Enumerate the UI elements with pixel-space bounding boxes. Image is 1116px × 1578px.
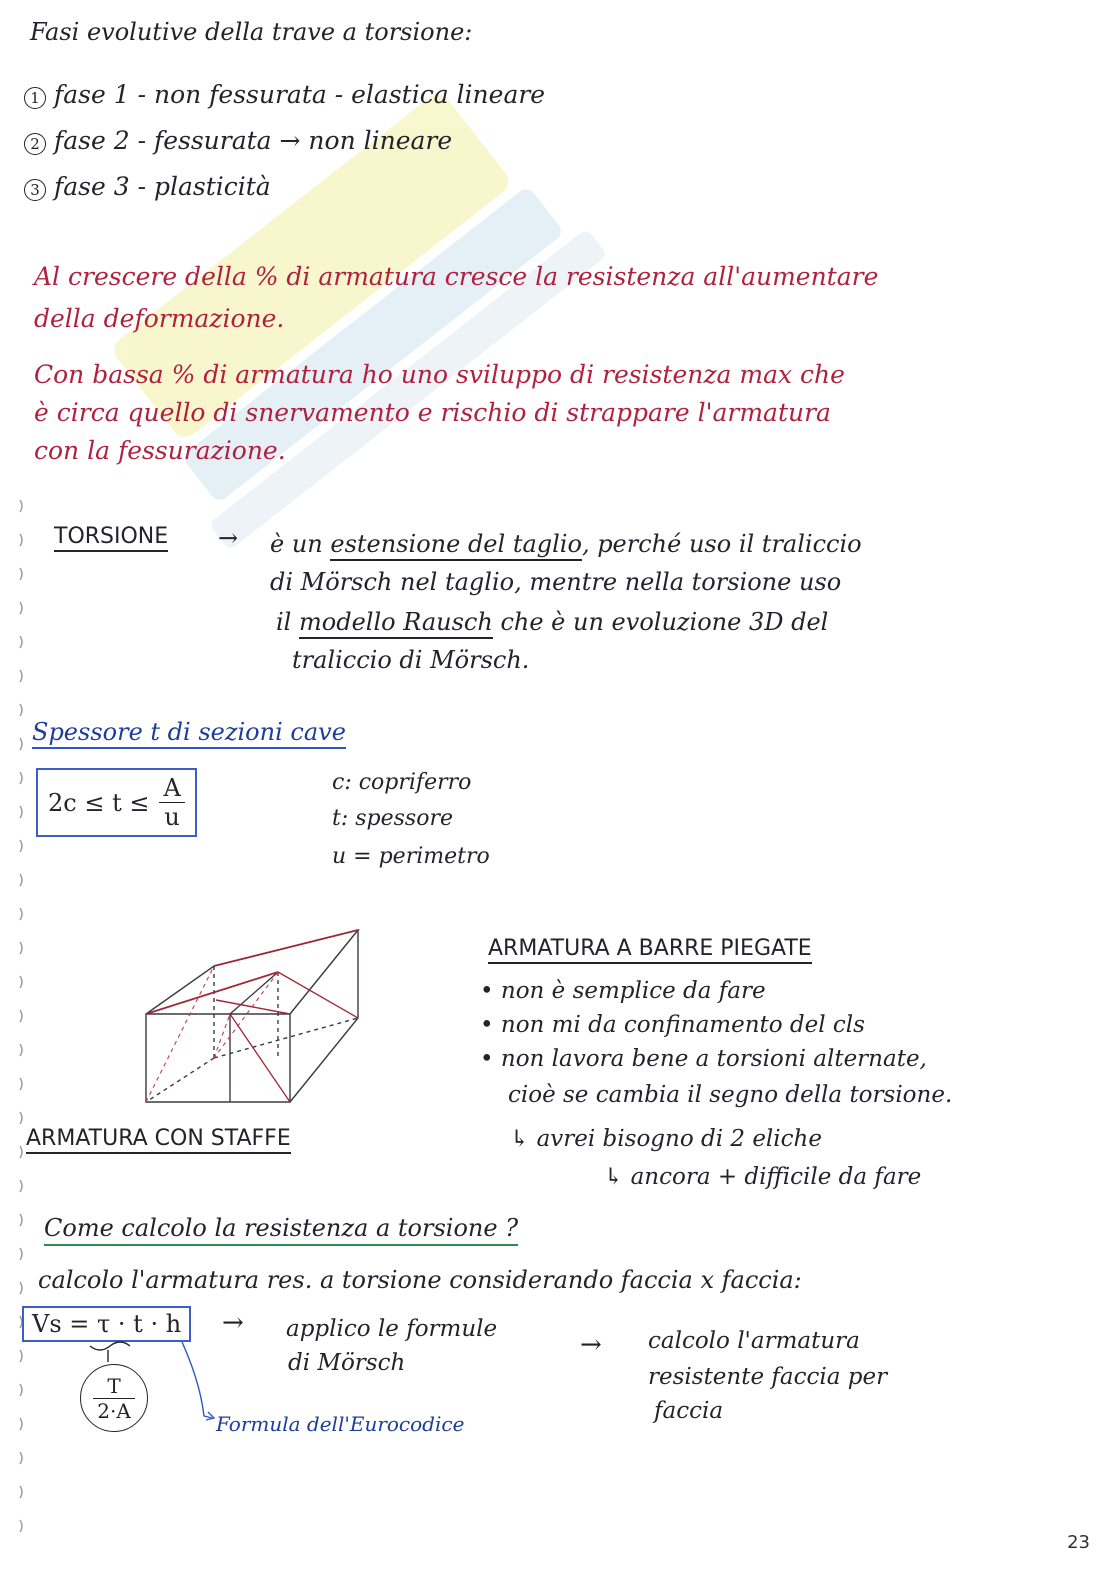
formula-fraction xyxy=(159,774,184,831)
barre-bullet: • non è semplice da fare xyxy=(480,978,766,1004)
torsione-line-4: traliccio di Mörsch. xyxy=(292,646,530,674)
phase-number-badge: 1 xyxy=(24,87,46,109)
phase-item-3 xyxy=(24,172,271,201)
barre-sub-note: ↳ avrei bisogno di 2 eliche xyxy=(510,1126,822,1152)
phase-item-1 xyxy=(24,80,545,109)
beam-diagram xyxy=(136,918,372,1110)
spessore-formula-box xyxy=(36,768,197,837)
fraction-denominator: u xyxy=(164,803,180,831)
barre-sub-note: ↳ ancora + difficile da fare xyxy=(604,1164,922,1190)
margin-marks xyxy=(14,500,34,1560)
red-note-line: con la fessurazione. xyxy=(34,436,286,465)
phase-text: fase 3 - plasticità xyxy=(54,172,271,201)
red-note-line: Al crescere della % di armatura cresce la resistenza all'aumentare xyxy=(34,262,879,291)
page-number: 23 xyxy=(1067,1532,1090,1553)
torsione-line-1 xyxy=(270,530,862,558)
barre-piegate-heading: ARMATURA A BARRE PIEGATE xyxy=(488,936,812,964)
calcolo-statement: calcolo l'armatura res. a torsione considerando faccia x faccia: xyxy=(38,1266,802,1294)
torsione-text: che è un evoluzione 3D del xyxy=(500,608,829,636)
barre-bullet-continuation: cioè se cambia il segno della torsione. xyxy=(508,1082,953,1108)
torsione-line-2: di Mörsch nel taglio, mentre nella torsione uso xyxy=(270,568,842,596)
phase-number-badge: 3 xyxy=(24,179,46,201)
barre-bullet: • non mi da confinamento del cls xyxy=(480,1012,865,1038)
vs-formula-box: Vs = τ · t · h xyxy=(22,1306,191,1342)
apply-line-2: di Mörsch xyxy=(288,1350,406,1376)
torsione-text: il xyxy=(276,608,292,636)
legend-perimetro: u = perimetro xyxy=(332,844,490,869)
torsione-arrow: → xyxy=(218,524,239,552)
curly-arrow-icon xyxy=(84,1336,224,1426)
legend-spessore: t: spessore xyxy=(332,806,453,831)
torsione-line-3 xyxy=(276,608,828,636)
red-note-line: è circa quello di snervamento e rischio di strappare l'armatura xyxy=(34,398,831,427)
fraction-numerator: A xyxy=(159,774,184,803)
result-line-3: faccia xyxy=(654,1398,724,1424)
formula-inequality: 2c ≤ t ≤ xyxy=(48,788,150,817)
torsione-text: è un xyxy=(270,530,323,558)
apply-arrow: → xyxy=(222,1308,244,1338)
red-note-line: Con bassa % di armatura ho uno sviluppo di resistenza max che xyxy=(34,360,845,389)
legend-copriferro: c: copriferro xyxy=(332,770,472,795)
torsione-text: , perché uso il traliccio xyxy=(581,530,862,558)
red-note-line: della deformazione. xyxy=(34,304,285,333)
phase-number-badge: 2 xyxy=(24,133,46,155)
spessore-heading: Spessore t di sezioni cave xyxy=(32,718,346,749)
apply-line-1: applico le formule xyxy=(286,1316,498,1342)
phase-text: fase 2 - fessurata → non lineare xyxy=(54,126,453,155)
calcolo-question: Come calcolo la resistenza a torsione ? xyxy=(44,1214,518,1246)
barre-bullet: • non lavora bene a torsioni alternate, xyxy=(480,1046,927,1072)
fraction-numerator: T xyxy=(93,1374,135,1399)
torsione-heading: TORSIONE xyxy=(54,524,168,552)
phase-text: fase 1 - non fessurata - elastica lineare xyxy=(54,80,546,109)
phase-item-2 xyxy=(24,126,452,155)
page-title: Fasi evolutive della trave a torsione: xyxy=(30,18,473,46)
result-arrow: → xyxy=(580,1330,602,1360)
result-line-1: calcolo l'armatura xyxy=(648,1328,860,1354)
torsione-underlined-term: modello Rausch xyxy=(299,608,493,639)
torsione-underlined-term: estensione del taglio xyxy=(330,530,582,561)
staffe-heading: ARMATURA CON STAFFE xyxy=(26,1126,291,1154)
fraction-denominator: 2·A xyxy=(97,1398,131,1423)
result-line-2: resistente faccia per xyxy=(648,1364,888,1390)
eurocode-note: Formula dell'Eurocodice xyxy=(216,1412,465,1436)
